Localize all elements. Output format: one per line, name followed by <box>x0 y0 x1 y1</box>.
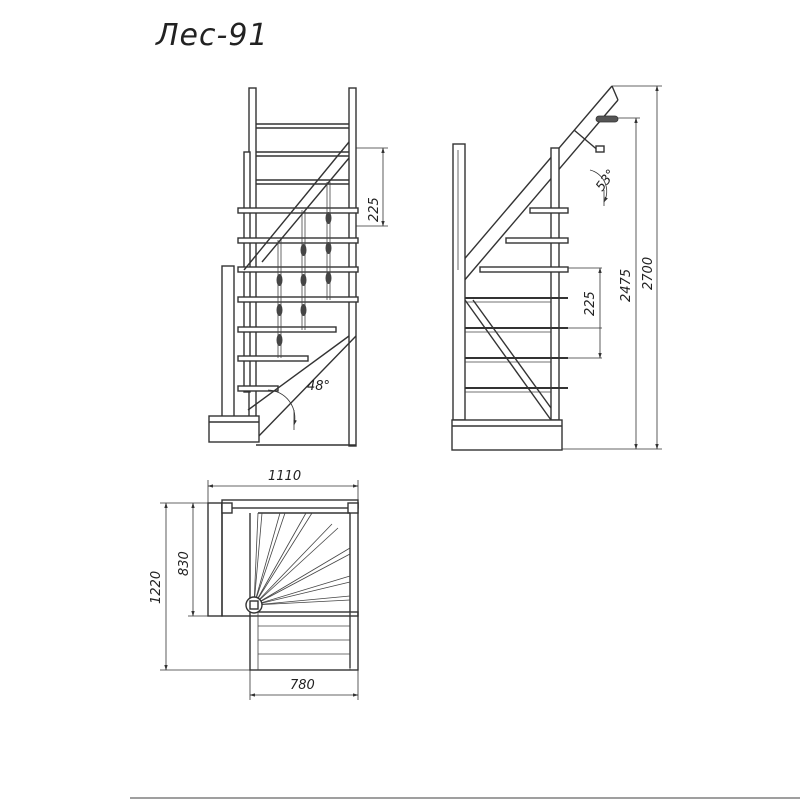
plan-depth-total-label: 1220 <box>149 570 164 604</box>
front-step-height-label: 225 <box>367 197 382 222</box>
side-angle-label: 53° <box>593 166 620 195</box>
plan-width-bottom-label: 780 <box>290 678 315 693</box>
front-angle-label: 48° <box>307 379 331 394</box>
front-view <box>209 88 388 446</box>
side-height-total-label: 2700 <box>641 256 656 290</box>
side-step-height-label: 225 <box>583 291 598 316</box>
plan-depth-upper-label: 830 <box>177 551 192 576</box>
drawing-title: Лес-91 <box>156 18 269 53</box>
side-view <box>452 86 662 450</box>
plan-width-top-label: 1110 <box>268 469 302 484</box>
side-height-inner-label: 2475 <box>619 268 634 302</box>
plan-view <box>149 469 358 700</box>
